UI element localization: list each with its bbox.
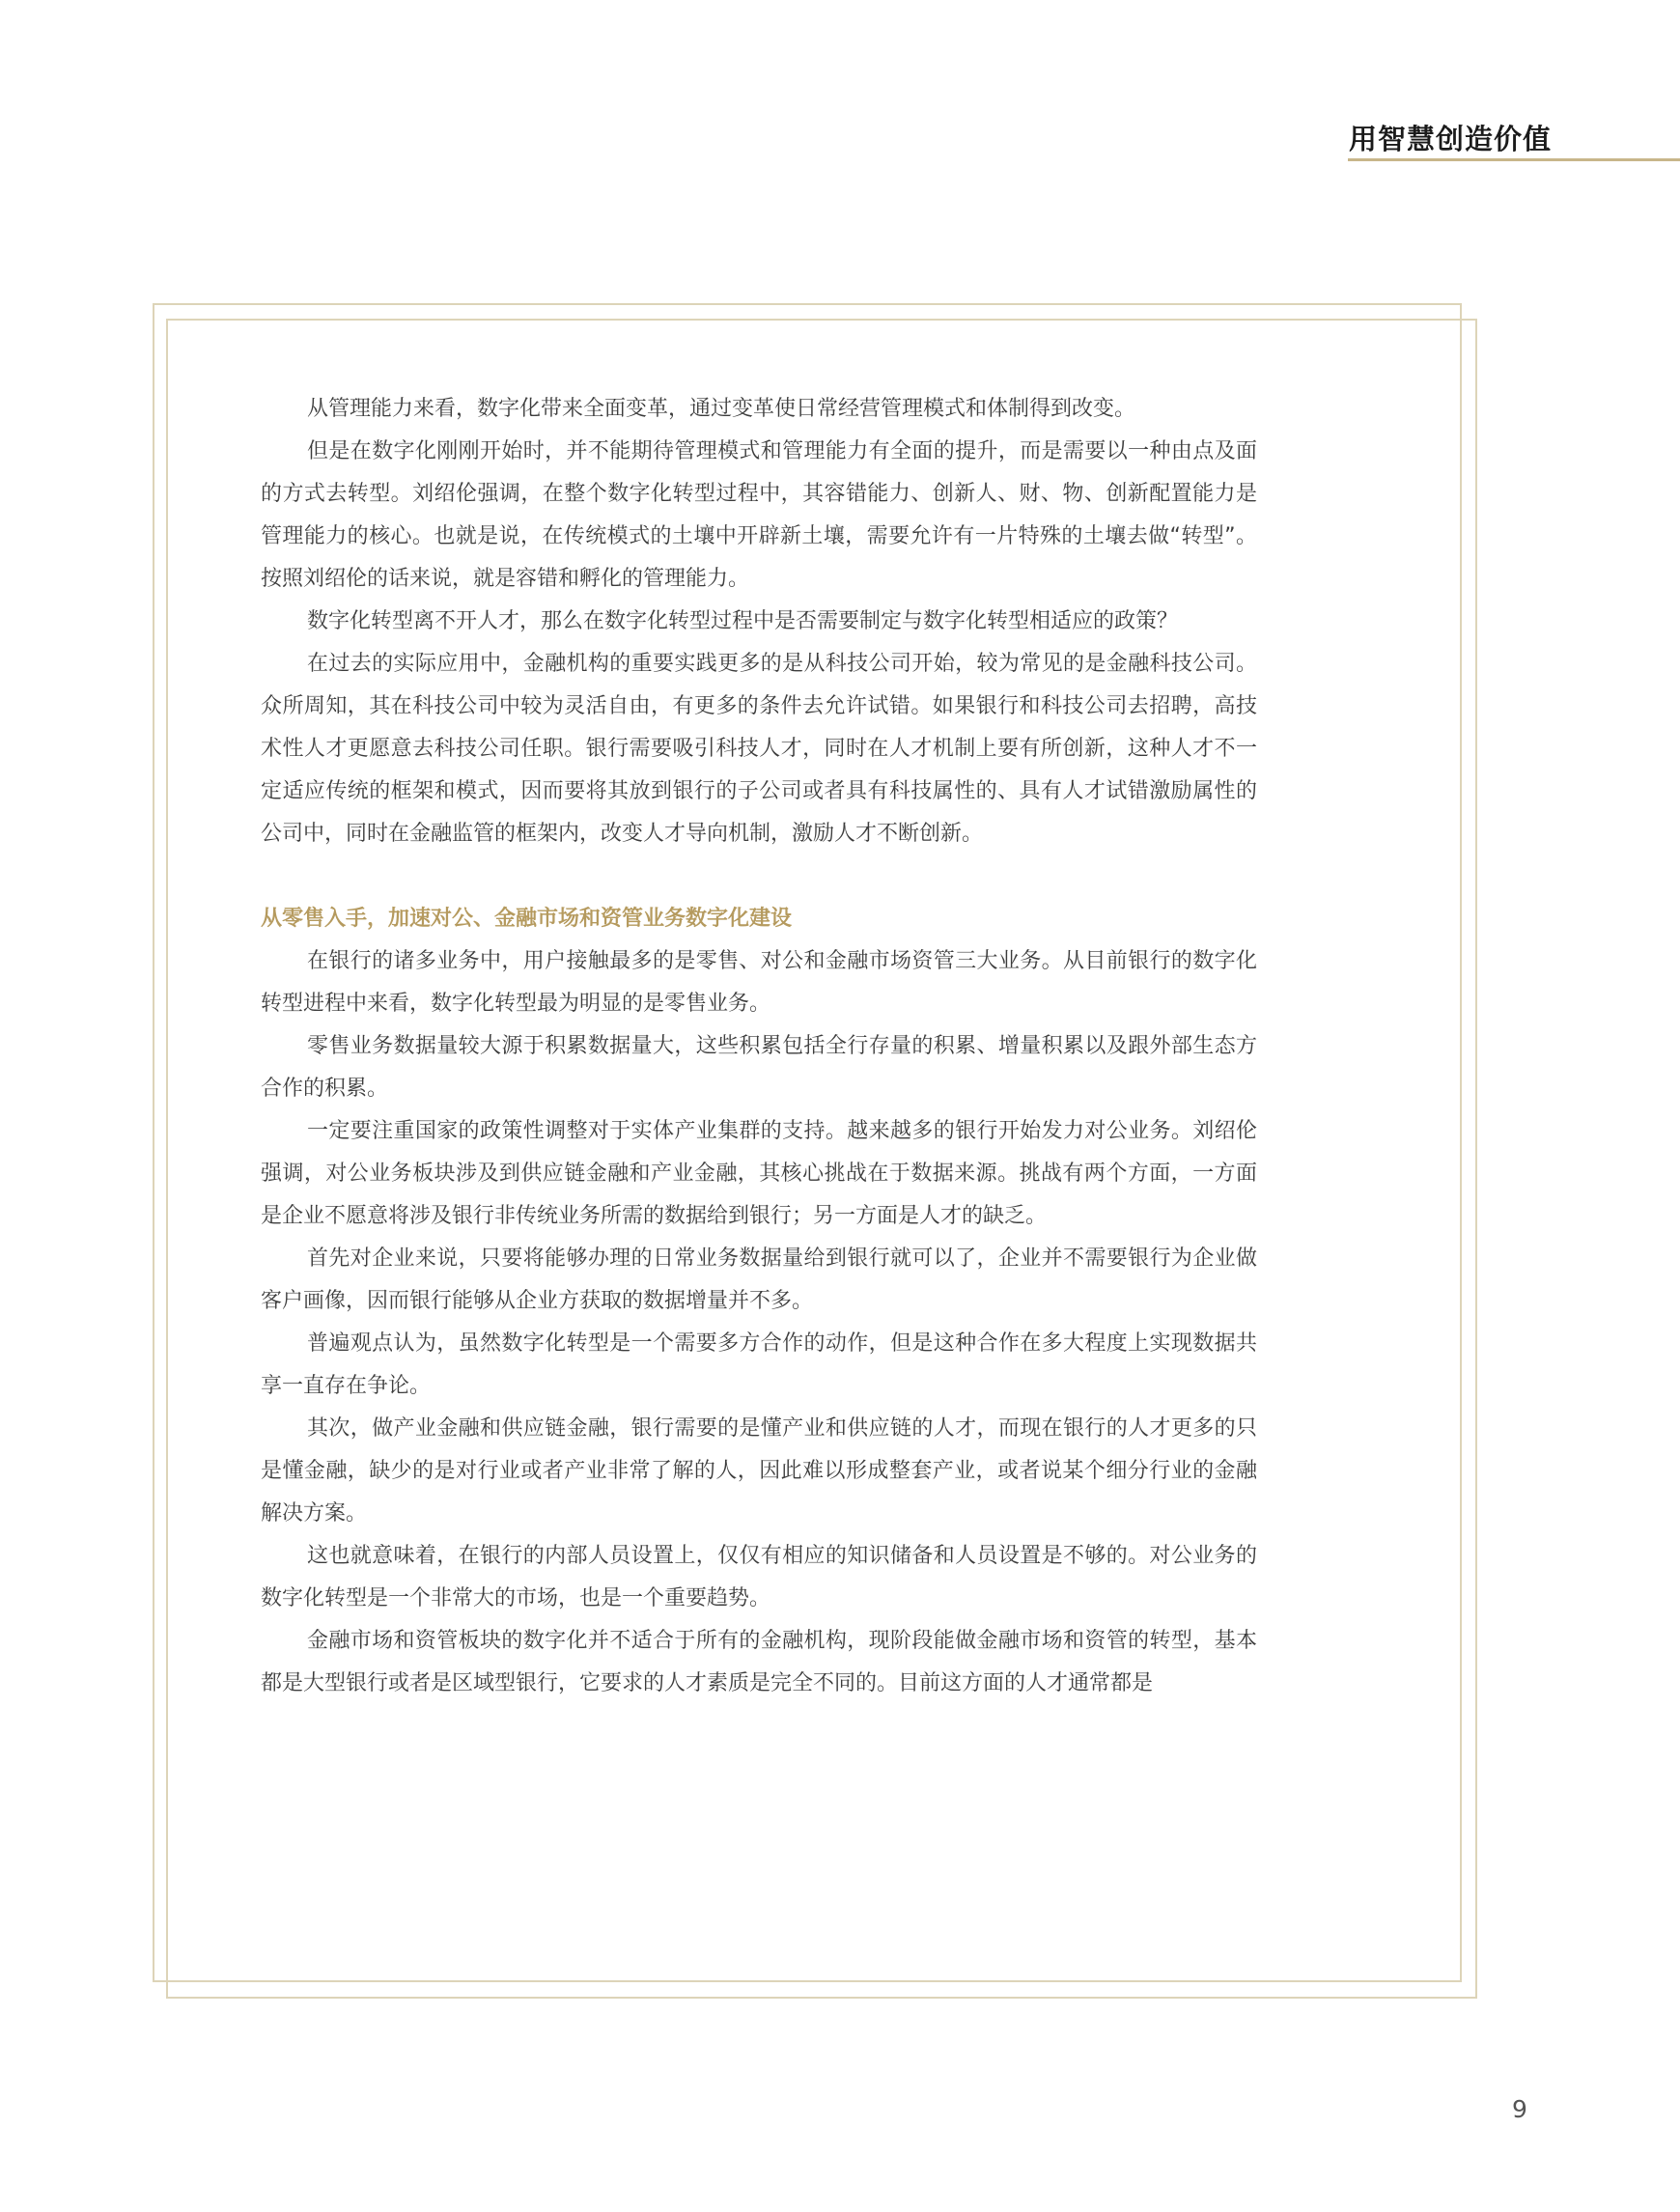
header-underline [1348, 158, 1680, 161]
body-paragraph: 数字化转型离不开人才，那么在数字化转型过程中是否需要制定与数字化转型相适应的政策？ [307, 609, 1179, 633]
body-paragraph: 一定要注重国家的政策性调整对于实体产业集群的支持。越来越多的银行开始发力对公业务。刘绍伦强调，对公业务板块涉及到供应链金融和产业金融，其核心挑战在于数据来源。挑战有两个方面，一方面是企业不愿意将涉及银行非传统业务所需的数据给到银行；另一方面是人才的缺乏。 [261, 1119, 1257, 1228]
body-paragraph: 从管理能力来看，数字化带来全面变革，通过变革使日常经营管理模式和体制得到改变。 [307, 397, 1136, 421]
body-paragraph: 在银行的诸多业务中，用户接触最多的是零售、对公和金融市场资管三大业务。从目前银行的数字化转型进程中来看，数字化转型最为明显的是零售业务。 [261, 949, 1257, 1016]
page-number: 9 [1512, 2095, 1527, 2123]
article-body [261, 388, 1257, 1705]
body-paragraph: 首先对企业来说，只要将能够办理的日常业务数据量给到银行就可以了，企业并不需要银行为企业做客户画像，因而银行能够从企业方获取的数据增量并不多。 [261, 1246, 1257, 1313]
running-header-title: 用智慧创造价值 [1349, 123, 1553, 155]
body-paragraph: 但是在数字化刚刚开始时，并不能期待管理模式和管理能力有全面的提升，而是需要以一种由点及面的方式去转型。刘绍伦强调，在整个数字化转型过程中，其容错能力、创新人、财、物、创新配置能力是管理能力的核心。也就是说，在传统模式的土壤中开辟新土壤，需要允许有一片特殊的土壤去做“转型”。按照刘绍伦的话来说，就是容错和孵化的管理能力。 [261, 439, 1257, 591]
body-paragraph: 其次，做产业金融和供应链金融，银行需要的是懂产业和供应链的人才，而现在银行的人才更多的只是懂金融，缺少的是对行业或者产业非常了解的人，因此难以形成整套产业，或者说某个细分行业的金融解决方案。 [261, 1416, 1257, 1526]
section-heading: 从零售入手，加速对公、金融市场和资管业务数字化建设 [261, 907, 793, 931]
body-paragraph: 普遍观点认为，虽然数字化转型是一个需要多方合作的动作，但是这种合作在多大程度上实现数据共享一直存在争论。 [261, 1331, 1257, 1398]
body-paragraph: 零售业务数据量较大源于积累数据量大，这些积累包括全行存量的积累、增量积累以及跟外部生态方合作的积累。 [261, 1034, 1257, 1101]
body-paragraph: 在过去的实际应用中，金融机构的重要实践更多的是从科技公司开始，较为常见的是金融科技公司。众所周知，其在科技公司中较为灵活自由，有更多的条件去允许试错。如果银行和科技公司去招聘，高技术性人才更愿意去科技公司任职。银行需要吸引科技人才，同时在人才机制上要有所创新，这种人才不一定适应传统的框架和模式，因而要将其放到银行的子公司或者具有科技属性的、具有人才试错激励属性的公司中，同时在金融监管的框架内，改变人才导向机制，激励人才不断创新。 [261, 652, 1257, 846]
body-paragraph: 金融市场和资管板块的数字化并不适合于所有的金融机构，现阶段能做金融市场和资管的转型，基本都是大型银行或者是区域型银行，它要求的人才素质是完全不同的。目前这方面的人才通常都是 [261, 1629, 1257, 1695]
body-paragraph: 这也就意味着，在银行的内部人员设置上，仅仅有相应的知识储备和人员设置是不够的。对公业务的数字化转型是一个非常大的市场，也是一个重要趋势。 [261, 1544, 1257, 1610]
